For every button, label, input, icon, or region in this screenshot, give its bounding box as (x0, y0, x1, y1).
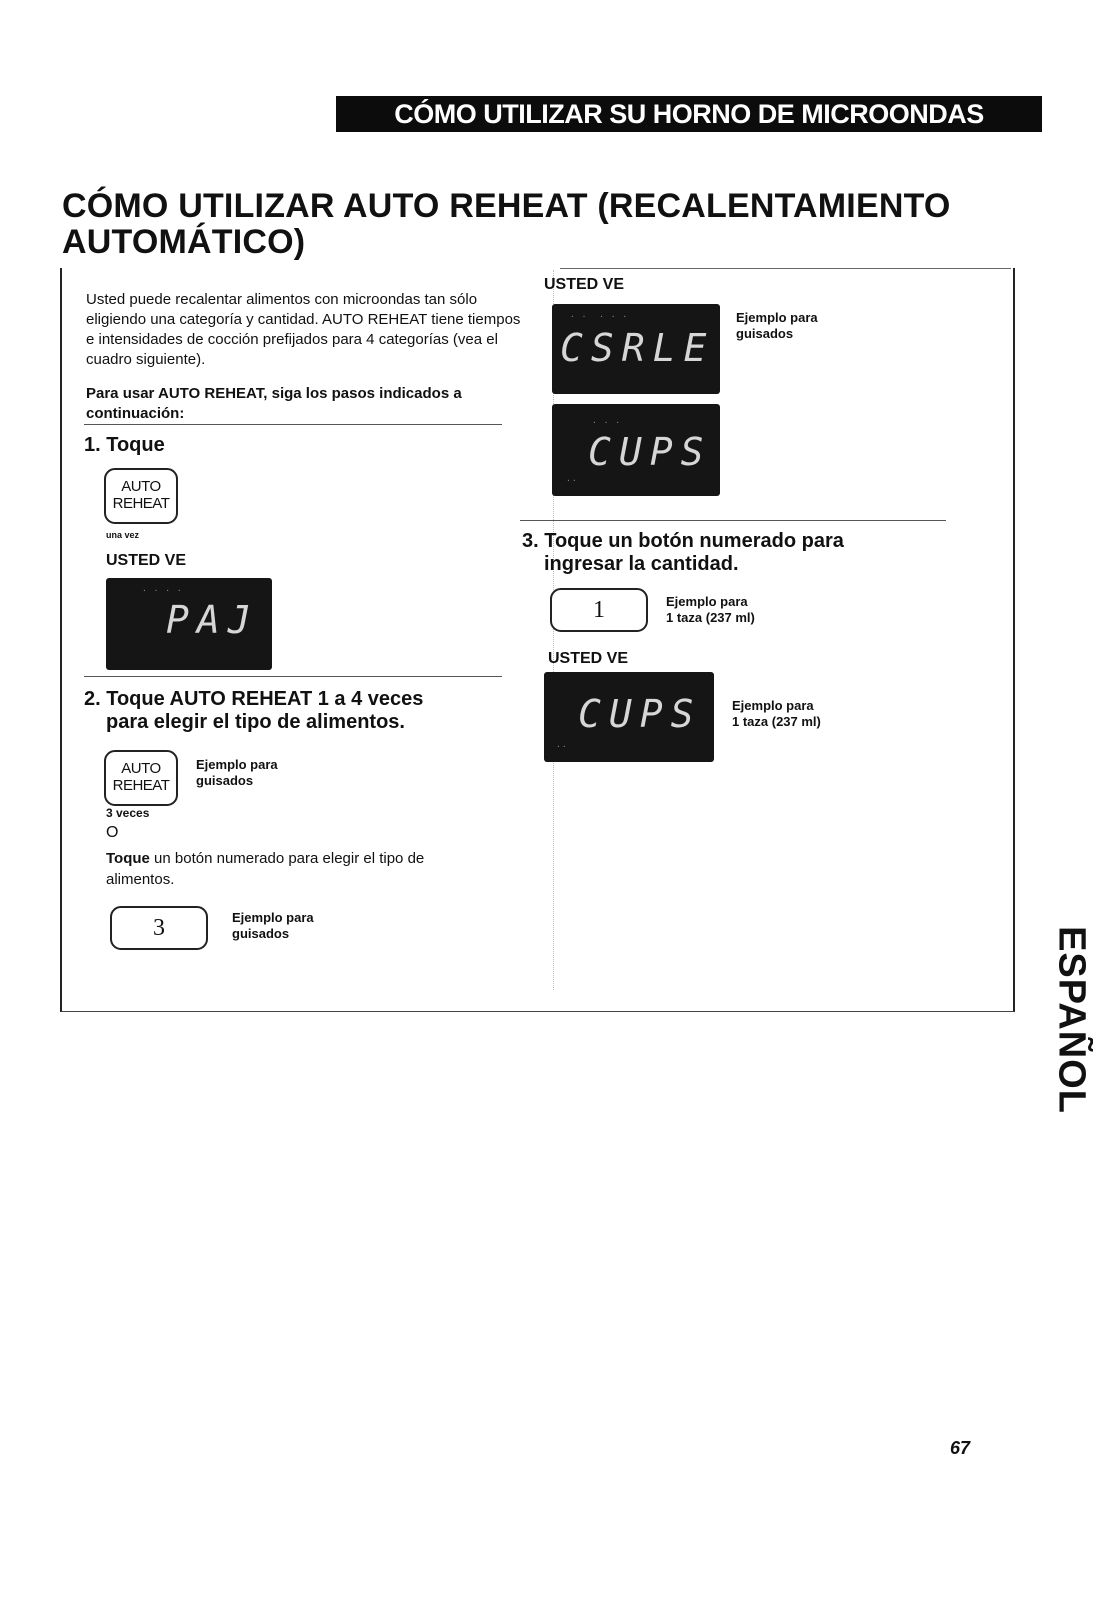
page-number: 67 (950, 1438, 971, 1458)
display-indicator-bottom: ·· (556, 742, 568, 751)
step2-title-line1: 2. Toque AUTO REHEAT 1 a 4 veces (84, 688, 424, 710)
display-readout: CSRLE (560, 326, 715, 370)
step1-caption: una vez (106, 530, 140, 540)
auto-reheat-button[interactable] (104, 468, 178, 524)
step1-title: 1. Toque (84, 434, 165, 456)
divider (84, 676, 502, 677)
intro-paragraph: Usted puede recalentar alimentos con microondas tan sólo eligiendo una categoría y cantidad. AUTO REHEAT tiene tiempos e intensidades de cocción prefijados para 4 categorías (vea el cuadro siguiente). (86, 291, 521, 368)
step3-title-line2: ingresar la cantidad. (544, 553, 739, 575)
key-label-line2: REHEAT (112, 777, 170, 794)
intro-instruction: Para usar AUTO REHEAT, siga los pasos indicados a continuación: (86, 385, 462, 422)
key-label-line1: AUTO (121, 760, 161, 777)
or-separator: O (106, 824, 119, 841)
display-panel-category (552, 304, 720, 394)
step3-display-example (732, 698, 821, 730)
display-panel-step1 (106, 578, 272, 670)
display-indicator: · · · · (142, 586, 183, 595)
step2-example (196, 757, 278, 789)
example-line1: Ejemplo para (196, 757, 278, 772)
step3-title-line1: 3. Toque un botón numerado para (522, 530, 844, 552)
display-readout: CUPS (588, 430, 712, 474)
step2-title-line2: para elegir el tipo de alimentos. (106, 711, 405, 733)
divider (84, 424, 502, 425)
display-indicator: · · · · · (570, 312, 629, 321)
example-line2: 1 taza (237 ml) (666, 610, 755, 625)
display-indicator-bottom: ·· (566, 476, 578, 485)
display-readout: PAJ (166, 598, 259, 642)
section-header-bar: CÓMO UTILIZAR SU HORNO DE MICROONDAS (336, 96, 1042, 132)
example-line2: guisados (196, 773, 254, 788)
example-line1: Ejemplo para (732, 698, 814, 713)
right-usted-ve: USTED VE (544, 276, 625, 293)
step1-usted-ve: USTED VE (106, 552, 187, 569)
example-line1: Ejemplo para (666, 594, 748, 609)
page-title: CÓMO UTILIZAR AUTO REHEAT (RECALENTAMIENTO AUTOMÁTICO) (62, 187, 951, 261)
example-line1: Ejemplo para (736, 310, 818, 325)
display-panel-step3 (544, 672, 714, 762)
example-line2: guisados (232, 926, 290, 941)
instruction-bold: Toque (106, 850, 150, 867)
step3-usted-ve: USTED VE (548, 650, 629, 667)
step2-number-instruction (106, 848, 486, 890)
example-line1: Ejemplo para (232, 910, 314, 925)
frame-top-rule (560, 268, 1011, 269)
number-1-button[interactable]: 1 (550, 588, 648, 632)
step2-number-example (232, 910, 314, 942)
key-label-line1: AUTO (121, 478, 161, 495)
display-readout: CUPS (578, 692, 702, 736)
display-indicator: · · · (592, 418, 622, 427)
instruction-rest: un botón numerado para elegir el tipo de alimentos. (106, 850, 425, 888)
example-line2: 1 taza (237 ml) (732, 714, 821, 729)
step2-caption: 3 veces (106, 806, 150, 820)
step3-number-example (666, 594, 755, 626)
display-panel-cups (552, 404, 720, 496)
auto-reheat-button[interactable] (104, 750, 178, 806)
divider (520, 520, 946, 521)
example-line2: guisados (736, 326, 794, 341)
number-3-button[interactable]: 3 (110, 906, 208, 950)
side-label-text: ESPAÑOL (1050, 926, 1093, 1114)
right-top-example (736, 310, 818, 342)
language-side-label (1046, 895, 1093, 1145)
key-label-line2: REHEAT (112, 495, 170, 512)
